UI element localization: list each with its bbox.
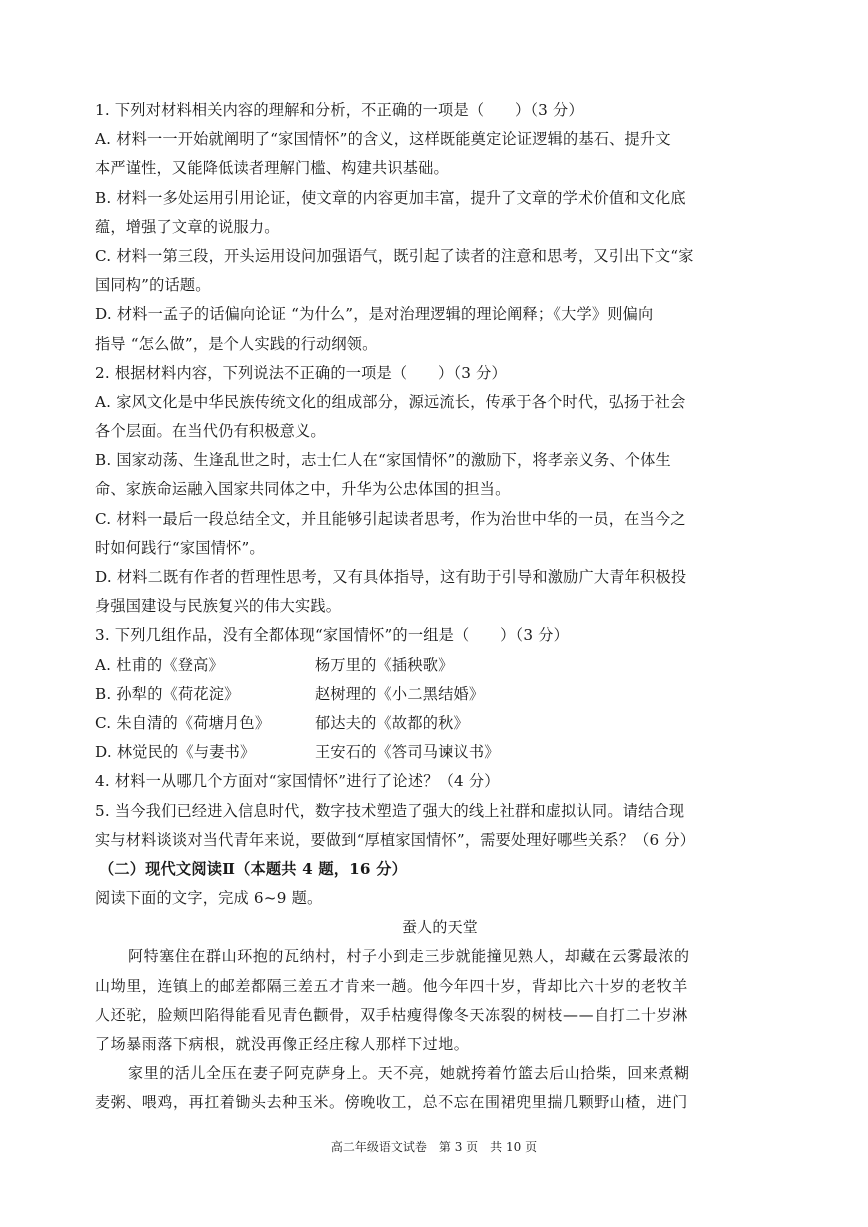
option-row-a xyxy=(95,651,785,680)
option-b-line-1: B. 材料一多处运用引用论证，使文章的内容更加丰富，提升了文章的学术价值和文化底 xyxy=(95,188,686,207)
option-a-line-1: A. 材料一一开始就阐明了“家国情怀”的含义，这样既能奠定论证逻辑的基石、提升文 xyxy=(95,130,671,149)
page-content xyxy=(95,96,785,1118)
option-a-line-2: 本严谨性，又能降低读者理解门槛、构建共识基础。 xyxy=(95,159,449,178)
question-2 xyxy=(95,359,785,622)
story-line: 人还驼，脸颊凹陷得能看见青色颧骨，双手枯瘦得像冬天冻裂的树枝——自打二十岁淋 xyxy=(95,1005,688,1024)
question-stem: 1. 下列对材料相关内容的理解和分析，不正确的一项是（ ）（3 分） xyxy=(95,101,584,119)
option-c-line-2: 时如何践行“家国情怀”。 xyxy=(95,538,265,557)
story-line: 麦粥、喂鸡，再扛着锄头去种玉米。傍晚收工，总不忘在围裙兜里揣几颗野山楂，进门 xyxy=(95,1093,688,1112)
option-d-line-2: 指导 “怎么做”，是个人实践的行动纲领。 xyxy=(95,334,378,353)
option-d-line-1: D. 材料二既有作者的哲理性思考，又有具体指导，这有助于引导和激励广大青年积极投 xyxy=(95,568,687,586)
option-left: C. 朱自清的《荷塘月色》 xyxy=(95,713,271,732)
option-b-line-2: 蕴，增强了文章的说服力。 xyxy=(95,217,280,236)
option-c-line-2: 国同构”的话题。 xyxy=(95,276,211,295)
option-row-c xyxy=(95,709,785,738)
option-d-line-1: D. 材料一孟子的话偏向论证 “为什么”，是对治理逻辑的理论阐释；《大学》则偏向 xyxy=(95,305,654,324)
option-left: D. 林觉民的《与妻书》 xyxy=(95,743,256,762)
option-c-line-1: C. 材料一最后一段总结全文，并且能够引起读者思考，作为治世中华的一员，在当今之 xyxy=(95,509,686,528)
option-right: 赵树理的《小二黑结婚》 xyxy=(315,684,485,703)
option-left: A. 杜甫的《登高》 xyxy=(95,655,224,674)
option-b-line-1: B. 国家动荡、生逢乱世之时，志士仁人在“家国情怀”的激励下，将孝亲义务、个体生 xyxy=(95,451,671,470)
option-a-line-1: A. 家风文化是中华民族传统文化的组成部分，源远流长，传承于各个时代，弘扬于社会 xyxy=(95,392,686,411)
story-title: 蚕人的天堂 xyxy=(401,918,478,937)
option-row-b xyxy=(95,680,785,709)
option-c-line-1: C. 材料一第三段，开头运用设问加强语气，既引起了读者的注意和思考，又引出下文“家 xyxy=(95,246,694,265)
option-row-d xyxy=(95,738,785,767)
section-heading: （二）现代文阅读Ⅱ（本题共 4 题，16 分） xyxy=(99,859,407,878)
section-instruction: 阅读下面的文字，完成 6~9 题。 xyxy=(95,889,323,908)
option-a-line-2: 各个层面。在当代仍有积极意义。 xyxy=(95,422,326,441)
story-line: 家里的活儿全压在妻子阿克萨身上。天不亮，她就挎着竹篮去后山拾柴，回来煮糊 xyxy=(128,1064,690,1083)
question-stem: 2. 根据材料内容，下列说法不正确的一项是（ ）（3 分） xyxy=(95,363,507,382)
option-right: 郁达夫的《故都的秋》 xyxy=(315,713,469,732)
question-5-line-1: 5. 当今我们已经进入信息时代，数字技术塑造了强大的线上社群和虚拟认同。请结合现 xyxy=(95,801,685,820)
option-left: B. 孙犁的《荷花淀》 xyxy=(95,684,240,703)
story-line: 阿特塞住在群山环抱的瓦纳村，村子小到走三步就能撞见熟人，却藏在云雾最浓的 xyxy=(128,947,690,966)
option-d-line-2: 身强国建设与民族复兴的伟大实践。 xyxy=(95,597,342,616)
question-3 xyxy=(95,621,785,767)
story-line: 了场暴雨落下病根，就没再像正经庄稼人那样下过地。 xyxy=(95,1035,470,1053)
page-footer: 高二年级语文试卷 第 3 页 共 10 页 xyxy=(330,1140,538,1154)
question-1 xyxy=(95,96,785,359)
question-4: 4. 材料一从哪几个方面对“家国情怀”进行了论述？（4 分） xyxy=(95,772,500,791)
question-stem: 3. 下列几组作品，没有全都体现“家国情怀”的一组是（ ）（3 分） xyxy=(95,626,569,645)
option-right: 杨万里的《插秧歌》 xyxy=(315,655,454,674)
question-5-line-2: 实与材料谈谈对当代青年来说，要做到“厚植家国情怀”，需要处理好哪些关系？（6 分） xyxy=(95,830,696,849)
story-line: 山坳里，连镇上的邮差都隔三差五才肯来一趟。他今年四十岁，背却比六十岁的老牧羊 xyxy=(95,976,688,995)
option-right: 王安石的《答司马谏议书》 xyxy=(315,743,500,762)
option-b-line-2: 命、家族命运融入国家共同体之中，升华为公忠体国的担当。 xyxy=(95,480,511,499)
question-5 xyxy=(95,797,785,855)
story-body xyxy=(95,942,785,1117)
